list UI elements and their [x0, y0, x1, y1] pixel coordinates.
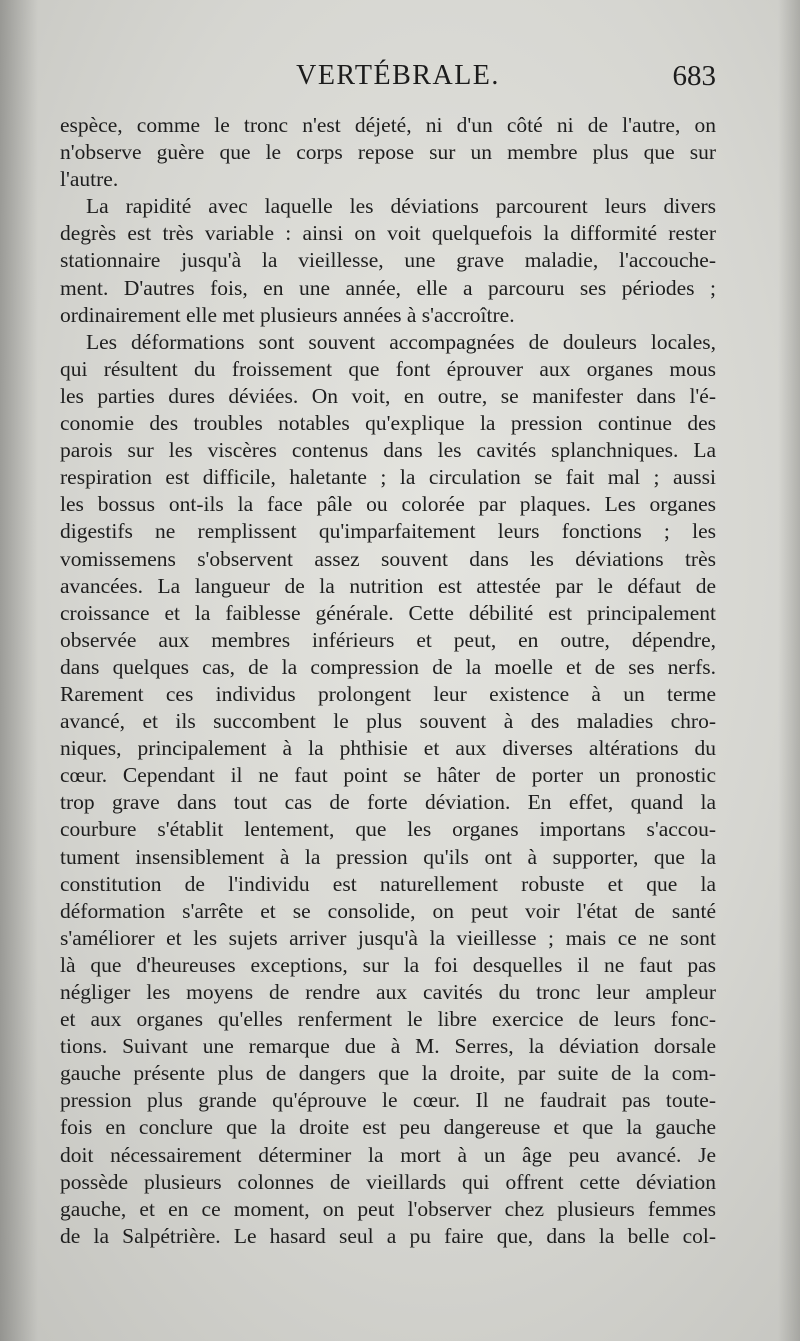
text-line: les bossus ont-ils la face pâle ou colorée par plaques. Les organes	[60, 492, 716, 517]
text-line: parois sur les viscères contenus dans les cavités splanchniques. La	[60, 438, 716, 463]
text-line: gauche présente plus de dangers que la droite, par suite de la com-	[60, 1061, 716, 1086]
text-line: espèce, comme le tronc n'est déjeté, ni d'un côté ni de l'autre, on	[60, 113, 716, 137]
text-line: qui résultent du froissement que font éprouver aux organes mous	[60, 356, 716, 381]
text-line: gauche, et en ce moment, on peut l'observer chez plusieurs femmes	[60, 1196, 716, 1221]
text-line: dans quelques cas, de la compression de la moelle et de ses nerfs.	[60, 654, 716, 679]
text-line: La rapidité avec laquelle les déviations parcourent leurs divers	[86, 194, 716, 219]
text-line: ordinairement elle met plusieurs années à s'accroître.	[60, 302, 515, 327]
text-line: possède plusieurs colonnes de vieillards qui offrent cette déviation	[60, 1169, 716, 1194]
page-header	[60, 56, 716, 96]
text-line: déformation s'arrête et se consolide, on peut voir l'état de santé	[60, 898, 716, 923]
text-line: fois en conclure que la droite est peu dangereuse et que la gauche	[60, 1115, 716, 1140]
text-line: stationnaire jusqu'à la vieillesse, une grave maladie, l'accouche-	[60, 248, 716, 273]
running-head: VERTÉBRALE.	[296, 60, 500, 91]
text-line: les parties dures déviées. On voit, en outre, se manifester dans l'é-	[60, 383, 716, 408]
text-line: l'autre.	[60, 167, 119, 192]
text-line: n'observe guère que le corps repose sur un membre plus que sur	[60, 140, 716, 165]
text-line: degrès est très variable : ainsi on voit quelquefois la difformité rester	[60, 221, 716, 246]
text-line: tions. Suivant une remarque due à M. Serres, la déviation dorsale	[60, 1034, 716, 1059]
text-line: et aux organes qu'elles renferment le libre exercice de leurs fonc-	[60, 1007, 716, 1032]
text-line: négliger les moyens de rendre aux cavités du tronc leur ampleur	[60, 980, 716, 1004]
text-line: Rarement ces individus prolongent leur existence à un terme	[60, 681, 716, 706]
text-line: constitution de l'individu est naturellement robuste et que la	[60, 871, 716, 896]
text-line: conomie des troubles notables qu'explique la pression continue des	[60, 411, 716, 436]
text-line: croissance et la faiblesse générale. Cette débilité est principalement	[60, 600, 716, 625]
text-line: courbure s'établit lentement, que les organes importans s'accou-	[60, 817, 716, 842]
text-line: de la Salpétrière. Le hasard seul a pu faire que, dans la belle col-	[60, 1223, 716, 1248]
text-line: cœur. Cependant il ne faut point se hâter de porter un pronostic	[60, 763, 716, 788]
text-line: doit nécessairement déterminer la mort à un âge peu avancé. Je	[60, 1142, 716, 1167]
text-line: pression plus grande qu'éprouve le cœur. Il ne faudrait pas toute-	[60, 1088, 716, 1113]
text-line: s'améliorer et les sujets arriver jusqu'à la vieillesse ; mais ce ne sont	[60, 925, 716, 950]
text-line: ment. D'autres fois, en une année, elle a parcouru ses périodes ;	[60, 275, 716, 300]
text-line: niques, principalement à la phthisie et aux diverses altérations du	[60, 736, 716, 761]
text-line: trop grave dans tout cas de forte déviation. En effet, quand la	[60, 790, 716, 815]
text-line: digestifs ne remplissent qu'imparfaitement leurs fonctions ; les	[60, 519, 716, 544]
text-line: là que d'heureuses exceptions, sur la foi desquelles il ne faut pas	[60, 952, 716, 977]
text-line: vomissemens s'observent assez souvent dans les déviations très	[60, 546, 716, 571]
text-line: avancées. La langueur de la nutrition est attestée par le défaut de	[60, 573, 716, 598]
page-number: 683	[672, 60, 716, 92]
text-line: tument insensiblement à la pression qu'ils ont à supporter, que la	[60, 844, 716, 869]
text-line: observée aux membres inférieurs et peut, en outre, dépendre,	[60, 627, 716, 652]
text-line: avancé, et ils succombent le plus souvent à des maladies chro-	[60, 709, 716, 734]
text-line: respiration est difficile, haletante ; la circulation se fait mal ; aussi	[60, 465, 716, 490]
text-line: Les déformations sont souvent accompagnées de douleurs locales,	[86, 329, 716, 354]
body-text	[60, 112, 716, 1250]
